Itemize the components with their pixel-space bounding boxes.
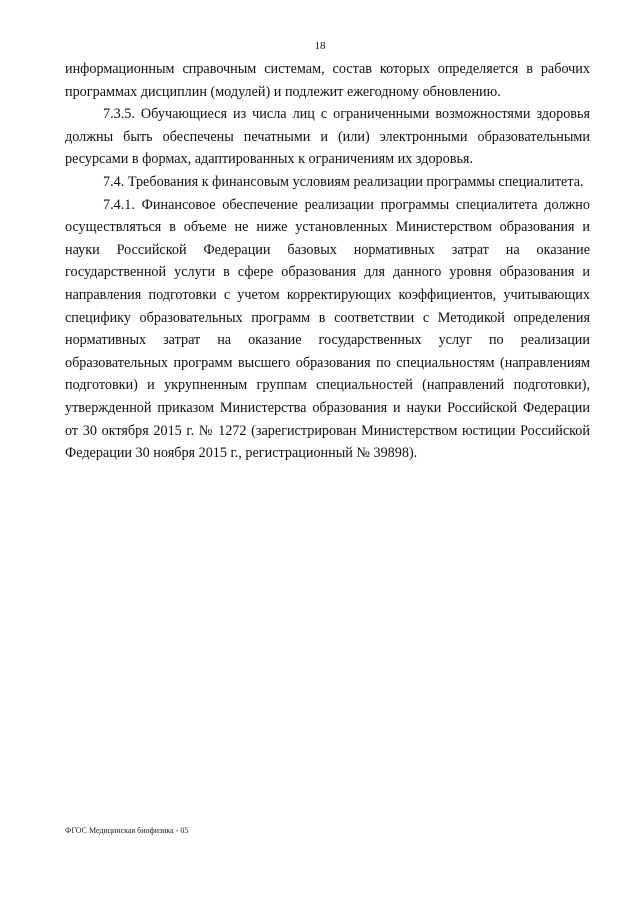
paragraph-7-3-5: 7.3.5. Обучающиеся из числа лиц с ограниченными возможностями здоровья должны быть обеспечены печатными и (или) электронными образовательными ресурсами в формах, адаптированных к ограничениям их здоровья. bbox=[65, 106, 590, 168]
document-body bbox=[65, 58, 590, 465]
paragraph-7-4: 7.4. Требования к финансовым условиям реализации программы специалитета. bbox=[103, 173, 584, 190]
paragraph-continuation: информационным справочным системам, состав которых определяется в рабочих программах дисциплин (модулей) и подлежит ежегодному обновлению. bbox=[65, 61, 590, 100]
page-number: 18 bbox=[314, 40, 326, 52]
paragraph-7-4-1: 7.4.1. Финансовое обеспечение реализации программы специалитета должно осуществляться в объеме не ниже установленных Министерством образования и науки Российской Федерации базовых нормативных затрат на оказание государственной услуги в сфере образования для данного уровня образования и направления подготовки с учетом корректирующих коэффициентов, учитывающих специфику образовательных программ в соответствии с Методикой определения нормативных затрат на оказание государственных услуг по реализации образовательных программ высшего образования по специальностям (направлениям подготовки) и укрупненным группам специальностей (направлений подготовки), утвержденной приказом Министерства образования и науки Российской Федерации от 30 октября 2015 г. № 1272 (зарегистрирован Министерством юстиции Российской Федерации 30 ноября 2015 г., регистрационный № 39898). bbox=[65, 196, 590, 462]
footer-label: ФГОС Медицинская биофизика - 05 bbox=[65, 826, 189, 835]
